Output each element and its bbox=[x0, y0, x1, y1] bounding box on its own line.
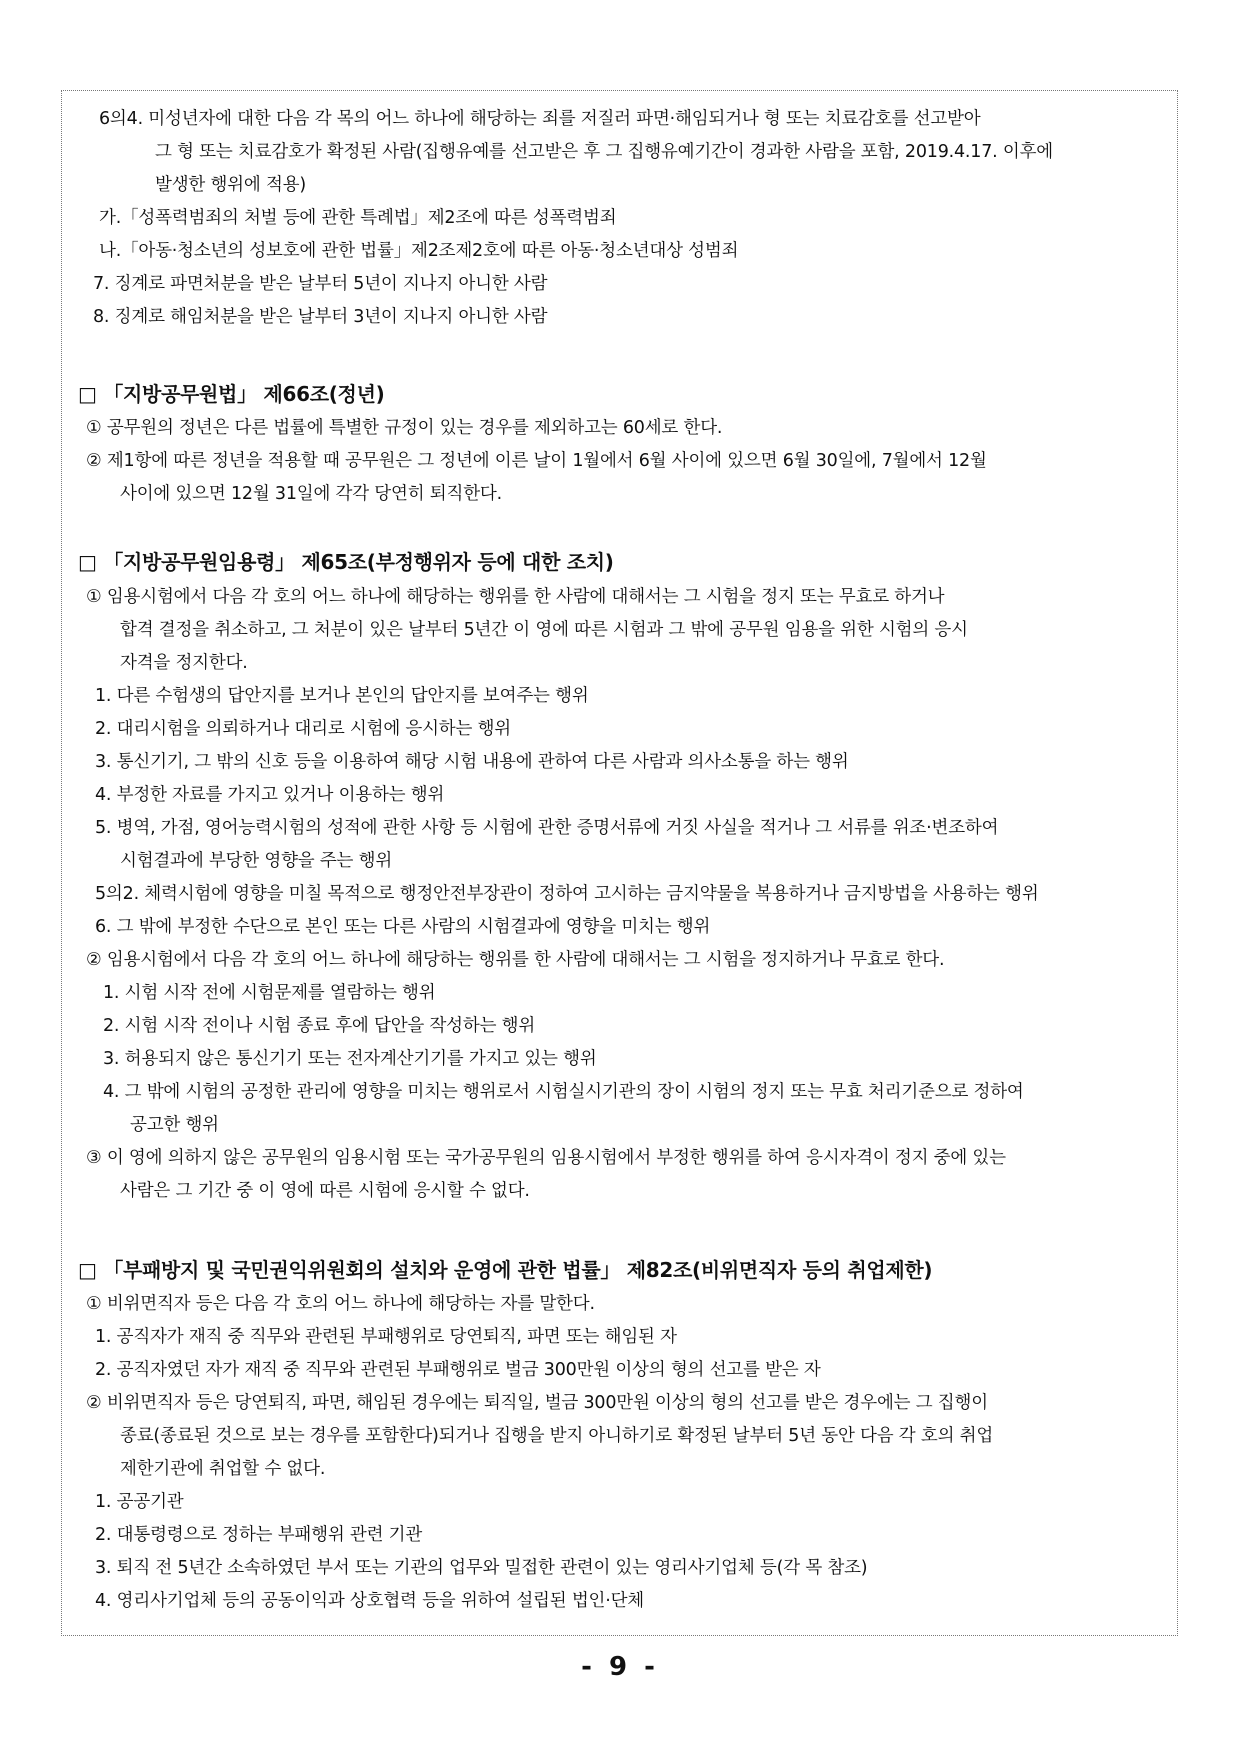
item-4: 4. 부정한 자료를 가지고 있거나 이용하는 행위 bbox=[95, 785, 445, 805]
clause-1: ① 공무원의 정년은 다른 법률에 특별한 규정이 있는 경우를 제외하고는 60세로 한다. bbox=[86, 418, 723, 438]
clause-2-line-3: 제한기관에 취업할 수 없다. bbox=[120, 1459, 326, 1479]
section-heading-anti-corruption-act-82: □ 「부패방지 및 국민권익위원회의 설치와 운영에 관한 법률」 제82조(비위면직자 등의 취업제한) bbox=[78, 1258, 933, 1282]
clause-2-item-1: 1. 시험 시작 전에 시험문제를 열람하는 행위 bbox=[103, 983, 436, 1003]
item-2: 2. 공직자였던 자가 재직 중 직무와 관련된 부패행위로 벌금 300만원 이상의 형의 선고를 받은 자 bbox=[95, 1360, 821, 1380]
restricted-org-2: 2. 대통령령으로 정하는 부패행위 관련 기관 bbox=[95, 1525, 423, 1545]
item-1: 1. 다른 수험생의 답안지를 보거나 본인의 답안지를 보여주는 행위 bbox=[95, 686, 589, 706]
clause-1: ① 비위면직자 등은 다음 각 호의 어느 하나에 해당하는 자를 말한다. bbox=[86, 1294, 595, 1314]
clause-2-item-2: 2. 시험 시작 전이나 시험 종료 후에 답안을 작성하는 행위 bbox=[103, 1016, 536, 1036]
restricted-org-3: 3. 퇴직 전 5년간 소속하였던 부서 또는 기관의 업무와 밀접한 관련이 있는 영리사기업체 등(각 목 참조) bbox=[95, 1558, 868, 1578]
restricted-org-1: 1. 공공기관 bbox=[95, 1492, 184, 1512]
section-heading-local-public-officials-act-66: □ 「지방공무원법」 제66조(정년) bbox=[78, 382, 385, 406]
sub-item-na: 나.「아동·청소년의 성보호에 관한 법률」제2조제2호에 따른 아동·청소년대상 성범죄 bbox=[99, 241, 739, 261]
clause-3-line-1: ③ 이 영에 의하지 않은 공무원의 임용시험 또는 국가공무원의 임용시험에서 부정한 행위를 하여 응시자격이 정지 중에 있는 bbox=[86, 1148, 1006, 1168]
item-7: 7. 징계로 파면처분을 받은 날부터 5년이 지나지 아니한 사람 bbox=[93, 274, 548, 294]
item-5-line-1: 5. 병역, 가점, 영어능력시험의 성적에 관한 사항 등 시험에 관한 증명서류에 거짓 사실을 적거나 그 서류를 위조·변조하여 bbox=[95, 818, 999, 838]
item-6-4-line-2: 그 형 또는 치료감호가 확정된 사람(집행유예를 선고받은 후 그 집행유예기간이 경과한 사람을 포함, 2019.4.17. 이후에 bbox=[155, 142, 1054, 162]
item-1: 1. 공직자가 재직 중 직무와 관련된 부패행위로 당연퇴직, 파면 또는 해임된 자 bbox=[95, 1327, 677, 1347]
item-2: 2. 대리시험을 의뢰하거나 대리로 시험에 응시하는 행위 bbox=[95, 719, 511, 739]
clause-1-line-1: ① 임용시험에서 다음 각 호의 어느 하나에 해당하는 행위를 한 사람에 대해서는 그 시험을 정지 또는 무효로 하거나 bbox=[86, 587, 945, 607]
restricted-org-4: 4. 영리사기업체 등의 공동이익과 상호협력 등을 위하여 설립된 법인·단체 bbox=[95, 1591, 645, 1611]
clause-2-item-4-line-1: 4. 그 밖에 시험의 공정한 관리에 영향을 미치는 행위로서 시험실시기관의 장이 시험의 정지 또는 무효 처리기준으로 정하여 bbox=[103, 1082, 1024, 1102]
item-5-line-2: 시험결과에 부당한 영향을 주는 행위 bbox=[120, 851, 393, 871]
clause-1-line-3: 자격을 정지한다. bbox=[120, 653, 248, 673]
section-heading-appointment-decree-65: □ 「지방공무원임용령」 제65조(부정행위자 등에 대한 조치) bbox=[78, 550, 614, 574]
page-number: - 9 - bbox=[581, 1652, 659, 1682]
item-3: 3. 통신기기, 그 밖의 신호 등을 이용하여 해당 시험 내용에 관하여 다른 사람과 의사소통을 하는 행위 bbox=[95, 752, 849, 772]
clause-1-line-2: 합격 결정을 취소하고, 그 처분이 있은 날부터 5년간 이 영에 따른 시험과 그 밖에 공무원 임용을 위한 시험의 응시 bbox=[120, 620, 968, 640]
clause-2-item-4-line-2: 공고한 행위 bbox=[130, 1115, 219, 1135]
item-8: 8. 징계로 해임처분을 받은 날부터 3년이 지나지 아니한 사람 bbox=[93, 307, 548, 327]
clause-2-item-3: 3. 허용되지 않은 통신기기 또는 전자계산기기를 가지고 있는 행위 bbox=[103, 1049, 597, 1069]
item-5-2: 5의2. 체력시험에 영향을 미칠 목적으로 행정안전부장관이 정하여 고시하는 금지약물을 복용하거나 금지방법을 사용하는 행위 bbox=[95, 884, 1039, 904]
clause-2-line-1: ② 비위면직자 등은 당연퇴직, 파면, 해임된 경우에는 퇴직일, 벌금 300만원 이상의 형의 선고를 받은 경우에는 그 집행이 bbox=[86, 1393, 988, 1413]
item-6: 6. 그 밖에 부정한 수단으로 본인 또는 다른 사람의 시험결과에 영향을 미치는 행위 bbox=[95, 917, 711, 937]
clause-2-line-1: ② 제1항에 따른 정년을 적용할 때 공무원은 그 정년에 이른 날이 1월에서 6월 사이에 있으면 6월 30일에, 7월에서 12월 bbox=[86, 451, 987, 471]
item-6-4-line-1: 6의4. 미성년자에 대한 다음 각 목의 어느 하나에 해당하는 죄를 저질러 파면·해임되거나 형 또는 치료감호를 선고받아 bbox=[99, 109, 981, 129]
item-6-4-line-3: 발생한 행위에 적용) bbox=[155, 175, 306, 195]
clause-2-line-2: 사이에 있으면 12월 31일에 각각 당연히 퇴직한다. bbox=[120, 484, 502, 504]
clause-2-line-2: 종료(종료된 것으로 보는 경우를 포함한다)되거나 집행을 받지 아니하기로 확정된 날부터 5년 동안 다음 각 호의 취업 bbox=[120, 1426, 994, 1446]
sub-item-ga: 가.「성폭력범죄의 처벌 등에 관한 특례법」제2조에 따른 성폭력범죄 bbox=[99, 208, 617, 228]
clause-3-line-2: 사람은 그 기간 중 이 영에 따른 시험에 응시할 수 없다. bbox=[120, 1181, 530, 1201]
clause-2: ② 임용시험에서 다음 각 호의 어느 하나에 해당하는 행위를 한 사람에 대해서는 그 시험을 정지하거나 무효로 한다. bbox=[86, 950, 945, 970]
